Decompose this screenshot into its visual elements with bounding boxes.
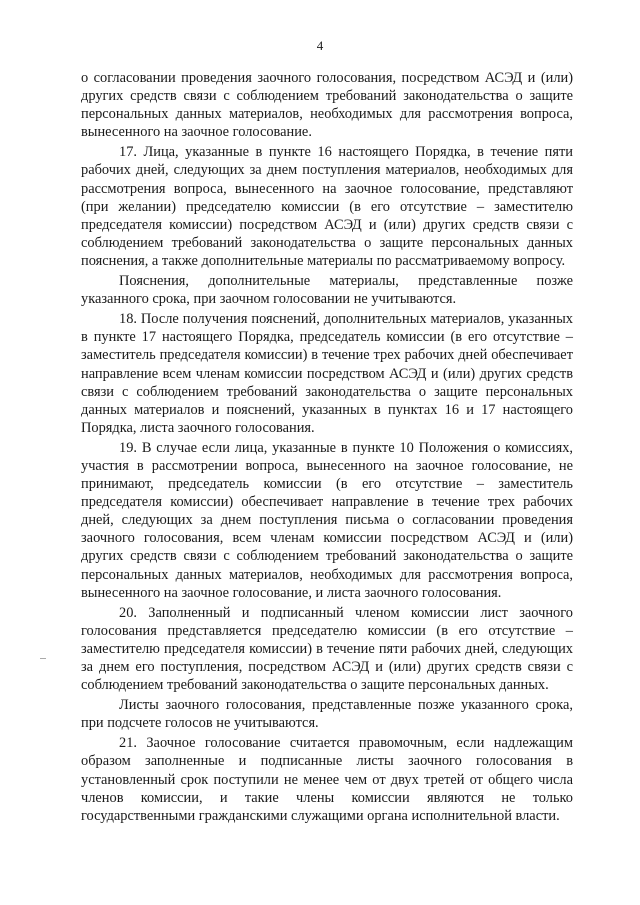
paragraph-21: 21. Заочное голосование считается правомочным, если надлежащим образом заполненные и подписанные листы заочного голосования в установленный срок поступили не менее чем от двух третей от общего числа членов комиссии, и такие члены комиссии являются не только государственными гражданскими служащими органа исполнительной власти. bbox=[81, 735, 573, 824]
paragraph-20: 20. Заполненный и подписанный членом комиссии лист заочного голосования представляется председателю комиссии (в его отсутствие – заместителю председателя комиссии) в течение пяти рабочих дней, следующих за днем его поступления, посредством АСЭД и (или) других средств связи с соблюдением требований законодательства о защите персональных данных. bbox=[81, 604, 573, 694]
paragraph-17-note: Пояснения, дополнительные материалы, представленные позже указанного срока, при заочном голосовании не учитываются. bbox=[81, 273, 573, 308]
paragraph-17: 17. Лица, указанные в пункте 16 настоящего Порядка, в течение пяти рабочих дней, следующих за днем поступления материалов, необходимых для рассмотрения вопроса, вынесенного на заочное голосование, представляют (при желании) председателю комиссии (в его отсутствие – заместителю председателя комиссии) посредством АСЭД и (или) других средств связи с соблюдением требований законодательства о защите персональных данных пояснения, а также дополнительные материалы по рассматриваемому вопросу. bbox=[81, 144, 573, 269]
document-body bbox=[81, 69, 573, 827]
paragraph-19: 19. В случае если лица, указанные в пункте 10 Положения о комиссиях, участия в рассмотрении вопроса, вынесенного на заочное голосование, не принимают, председатель комиссии (в его отсутствие – заместитель председателя комиссии) обеспечивает направление в течение трех рабочих дней, следующих за днем поступления письма о согласовании проведения заочного голосования, всем членам комиссии посредством АСЭД и (или) других средств связи с соблюдением требований законодательства о защите персональных данных материалов, необходимых для рассмотрения вопроса, вынесенного на заочное голосование, и листа заочного голосования. bbox=[81, 439, 573, 601]
paragraph-20-note: Листы заочного голосования, представленные позже указанного срока, при подсчете голосов не учитываются. bbox=[81, 697, 573, 732]
paragraph-continuation: о согласовании проведения заочного голосования, посредством АСЭД и (или) других средств связи с соблюдением требований законодательства о защите персональных данных материалов, необходимых для рассмотрения вопроса, вынесенного на заочное голосование. bbox=[81, 70, 573, 141]
margin-mark bbox=[40, 658, 46, 659]
paragraph-18: 18. После получения пояснений, дополнительных материалов, указанных в пункте 17 настоящего Порядка, председатель комиссии (в его отсутствие – заместитель председателя комиссии) в течение трех рабочих дней обеспечивает направление всем членам комиссии посредством АСЭД и (или) других средств связи с соблюдением требований законодательства о защите персональных данных материалов и пояснений, указанных в пунктах 16 и 17 настоящего Порядка, листа заочного голосования. bbox=[81, 311, 573, 436]
page-number: 4 bbox=[316, 38, 324, 53]
